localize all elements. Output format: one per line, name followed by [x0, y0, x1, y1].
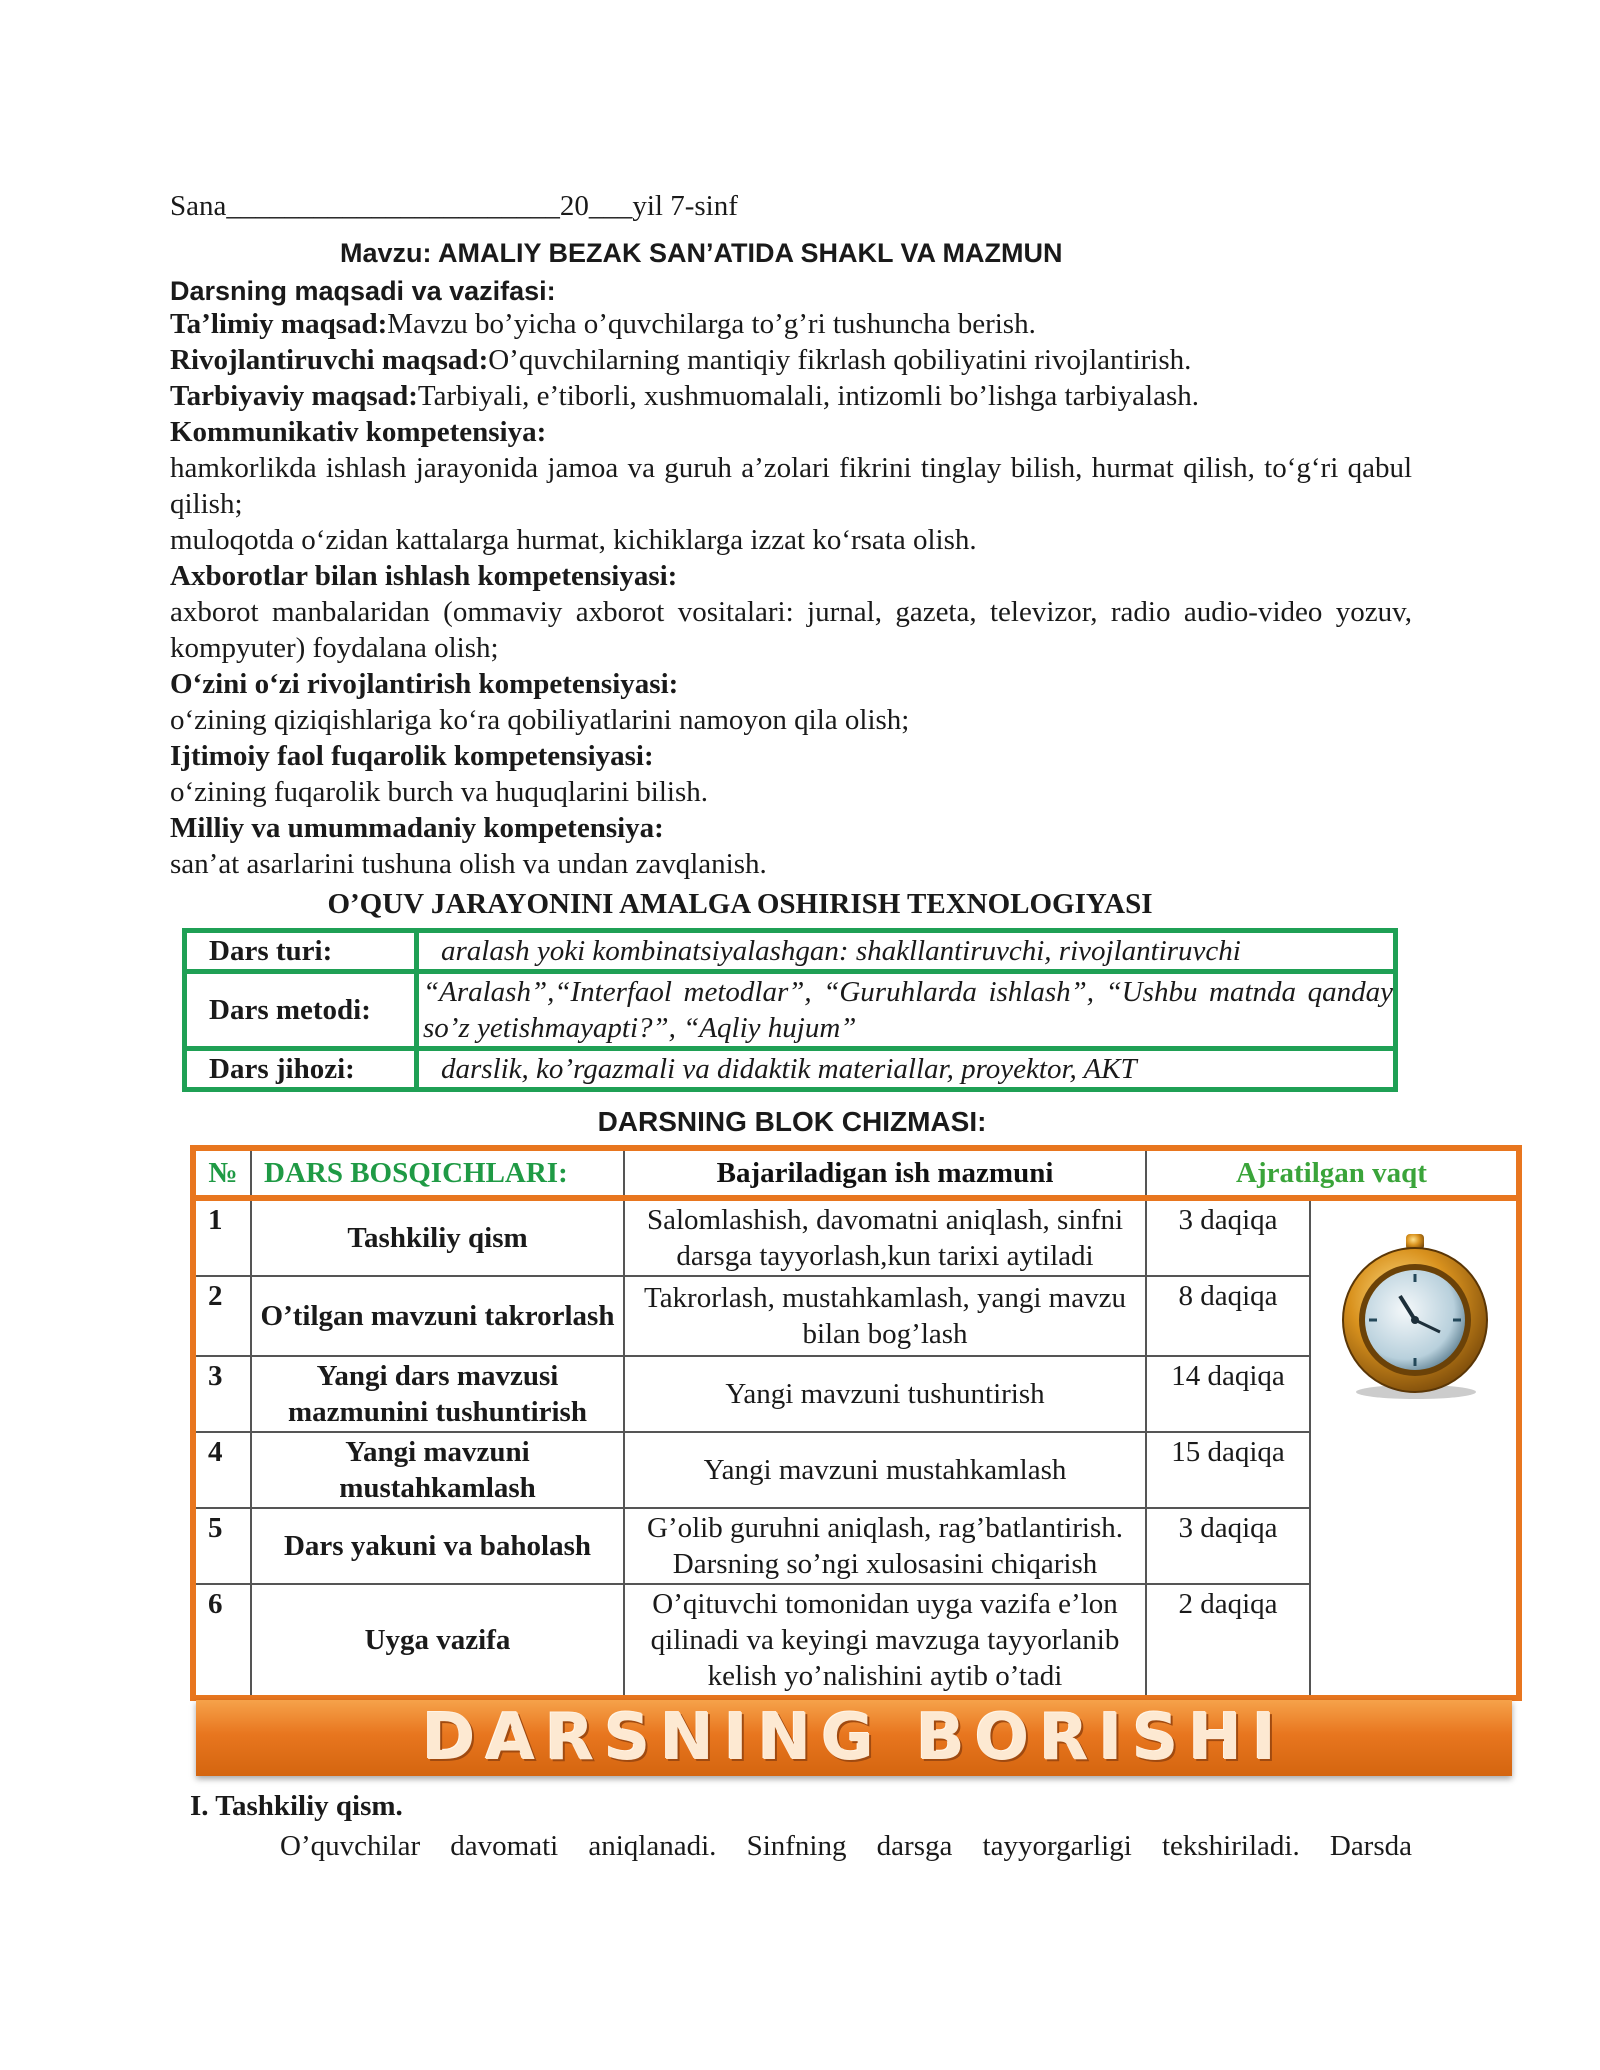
row-time: 2 daqiqa	[1146, 1584, 1310, 1698]
goal-text: Mavzu bo’yicha o’quvchilarga to’g’ri tushuncha berish.	[387, 308, 1036, 340]
goal-educational	[170, 306, 1412, 342]
col-header-number: №	[193, 1148, 251, 1198]
row-stage: O’tilgan mavzuni takrorlash	[251, 1276, 624, 1356]
table-row	[185, 931, 1396, 972]
goals-heading: Darsning maqsadi va vazifasi:	[170, 276, 556, 306]
lesson-topic: Mavzu: AMALIY BEZAK SAN’ATIDA SHAKL VA MAZMUN	[340, 238, 1063, 268]
row-stage: Uyga vazifa	[251, 1584, 624, 1698]
row-number: 4	[193, 1432, 251, 1508]
competency-text: san’at asarlarini tushuna olish va undan zavqlanish.	[170, 848, 767, 880]
competency-text: o‘zining fuqarolik burch va huquqlarini bilish.	[170, 776, 709, 808]
row-work: G’olib guruhni aniqlash, rag’batlantirish. Darsning so’ngi xulosasini chiqarish	[624, 1508, 1146, 1584]
row-number: 2	[193, 1276, 251, 1356]
row-time: 3 daqiqa	[1146, 1508, 1310, 1584]
tech-label: Dars jihozi:	[185, 1049, 417, 1090]
table-row	[185, 1049, 1396, 1090]
competency-title: Ijtimoiy faol fuqarolik kompetensiyasi:	[170, 740, 654, 772]
goal-text: Tarbiyali, e’tiborli, xushmuomalali, intizomli bo’lishga tarbiyalash.	[417, 380, 1199, 412]
tech-value: aralash yoki kombinatsiyalashgan: shakllantiruvchi, rivojlantiruvchi	[417, 931, 1396, 972]
competency-title: Milliy va umummadaniy kompetensiya:	[170, 812, 664, 844]
tech-label: Dars metodi:	[185, 972, 417, 1049]
section-heading: I. Tashkiliy qism.	[190, 1790, 403, 1822]
competency-title: O‘zini o‘zi rivojlantirish kompetensiyasi:	[170, 668, 679, 700]
lesson-progress-banner	[196, 1700, 1512, 1776]
row-work: O’qituvchi tomonidan uyga vazifa e’lon qilinadi va keyingi mavzuga tayyorlanib kelish yo’nalishini aytib o’tadi	[624, 1584, 1146, 1698]
competency-title: Kommunikativ kompetensiya:	[170, 416, 547, 448]
scheme-title: DARSNING BLOK CHIZMASI:	[597, 1106, 987, 1137]
goal-text: O’quvchilarning mantiqiy fikrlash qobiliyatini rivojlantirish.	[488, 344, 1192, 376]
tech-value: darslik, ko’rgazmali va didaktik materiallar, proyektor, AKT	[417, 1049, 1396, 1090]
row-time: 3 daqiqa	[1146, 1198, 1310, 1276]
banner-text: DARSNING BORISHI	[422, 1701, 1286, 1775]
goal-developmental	[170, 342, 1412, 378]
pocket-watch-icon	[1324, 1232, 1504, 1402]
col-header-stage: DARS BOSQICHLARI:	[251, 1148, 624, 1198]
row-number: 6	[193, 1584, 251, 1698]
competency-title: Axborotlar bilan ishlash kompetensiyasi:	[170, 560, 678, 592]
block-scheme-table	[190, 1145, 1522, 1701]
row-number: 3	[193, 1356, 251, 1432]
competency-text: hamkorlikda ishlash jarayonida jamoa va guruh a’zolari fikrini tinglay bilish, hurmat qilish, to‘g‘ri qabul qilish;	[170, 452, 1412, 520]
goal-upbringing	[170, 378, 1412, 414]
row-stage: Yangi mavzuni mustahkamlash	[251, 1432, 624, 1508]
tech-label: Dars turi:	[185, 931, 417, 972]
technology-table	[182, 928, 1398, 1092]
date-line: Sana_______________________20___yil 7-sinf	[170, 190, 738, 222]
row-work: Yangi mavzuni tushuntirish	[624, 1356, 1146, 1432]
row-stage: Yangi dars mavzusi mazmunini tushuntirish	[251, 1356, 624, 1432]
row-work: Takrorlash, mustahkamlash, yangi mavzu bilan bog’lash	[624, 1276, 1146, 1356]
row-number: 1	[193, 1198, 251, 1276]
table-row	[185, 972, 1396, 1049]
row-time: 14 daqiqa	[1146, 1356, 1310, 1432]
competency-text: muloqotda o‘zidan kattalarga hurmat, kichiklarga izzat ko‘rsata olish.	[170, 524, 977, 556]
col-header-work: Bajariladigan ish mazmuni	[624, 1148, 1146, 1198]
col-header-time: Ajratilgan vaqt	[1146, 1148, 1519, 1198]
table-header-row	[193, 1148, 1519, 1198]
competency-text: o‘zining qiziqishlariga ko‘ra qobiliyatlarini namoyon qila olish;	[170, 704, 910, 736]
row-number: 5	[193, 1508, 251, 1584]
row-work: Salomlashish, davomatni aniqlash, sinfni darsga tayyorlash,kun tarixi aytiladi	[624, 1198, 1146, 1276]
goals-block	[170, 306, 1412, 882]
goal-label: Rivojlantiruvchi maqsad:	[170, 344, 489, 376]
row-time: 15 daqiqa	[1146, 1432, 1310, 1508]
goal-label: Ta’limiy maqsad:	[170, 308, 388, 340]
goal-label: Tarbiyaviy maqsad:	[170, 380, 418, 412]
watch-cell	[1310, 1198, 1519, 1698]
row-stage: Dars yakuni va baholash	[251, 1508, 624, 1584]
row-time: 8 daqiqa	[1146, 1276, 1310, 1356]
row-work: Yangi mavzuni mustahkamlash	[624, 1432, 1146, 1508]
technology-title: O’QUV JARAYONINI AMALGA OSHIRISH TEXNOLOGIYASI	[327, 888, 1153, 920]
competency-text: axborot manbalaridan (ommaviy axborot vositalari: jurnal, gazeta, televizor, radio audio-video yozuv, kompyuter) foydalana olish;	[170, 596, 1412, 664]
table-row	[193, 1198, 1519, 1276]
row-stage: Tashkiliy qism	[251, 1198, 624, 1276]
section-text: O’quvchilar davomati aniqlanadi. Sinfning darsga tayyorgarligi tekshiriladi. Darsda	[280, 1830, 1412, 1862]
tech-value: “Aralash”,“Interfaol metodlar”, “Guruhlarda ishlash”, “Ushbu matnda qanday so’z yetishmayapti?”, “Aqliy hujum”	[417, 972, 1396, 1049]
